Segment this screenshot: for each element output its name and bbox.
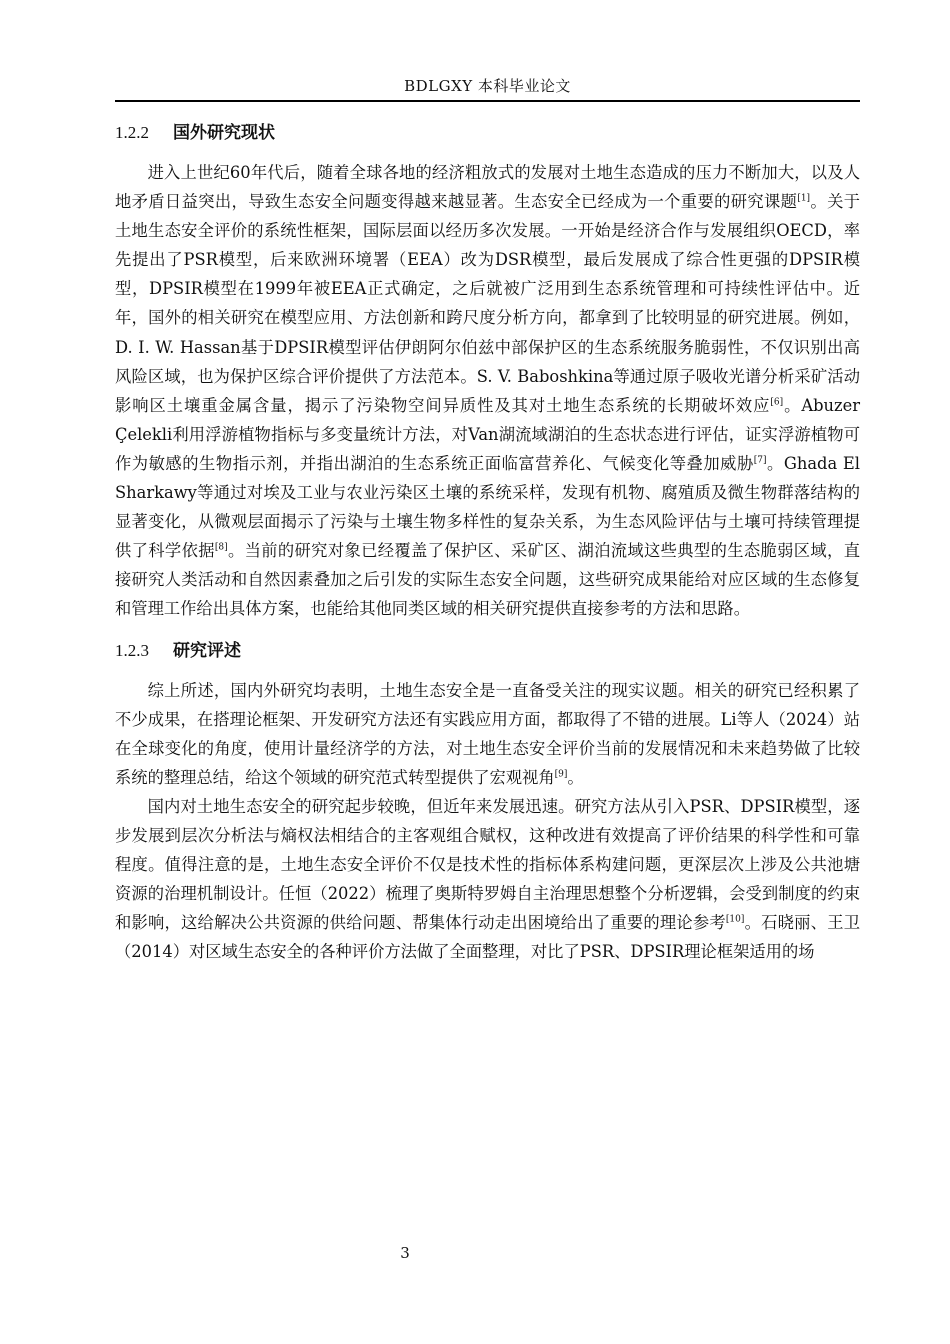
heading-spacer <box>115 148 860 158</box>
paragraph-text: 。当前的研究对象已经覆盖了保护区、采矿区、湖泊流域这些典型的生态脆弱区域，直接研究人类活动和自然因素叠加之后引发的实际生态安全问题，这些研究成果能给对应区域的生态修复和管理工作给出具体方案，也能给其他同类区域的相关研究提供直接参考的方法和思路。 <box>115 541 860 619</box>
page-number: 3 <box>400 1244 410 1262</box>
section-title: 国外研究现状 <box>173 123 275 143</box>
heading-spacer <box>115 666 860 676</box>
body-paragraph <box>115 158 860 624</box>
paragraph-text: 综上所述，国内外研究均表明，土地生态安全是一直备受关注的现实议题。相关的研究已经积累了不少成果，在搭理论框架、开发研究方法还有实践应用方面，都取得了不错的进展。Li等人（2024）站在全球变化的角度，使用计量经济学的方法，对土地生态安全评价当前的发展情况和未来趋势做了比较系统的整理总结，给这个领域的研究范式转型提供了宏观视角 <box>115 680 860 787</box>
section-spacer <box>115 624 860 636</box>
body-paragraph <box>115 676 860 792</box>
citation-ref: [7] <box>753 455 767 466</box>
paragraph-text: 进入上世纪60年代后，随着全球各地的经济粗放式的发展对土地生态造成的压力不断加大，以及人地矛盾日益突出，导致生态安全问题变得越来越显著。生态安全已经成为一个重要的研究课题 <box>115 163 860 212</box>
section-heading <box>115 636 860 666</box>
section-number: 1.2.3 <box>115 640 149 660</box>
citation-ref: [10] <box>725 914 745 925</box>
citation-ref: [1] <box>797 193 811 204</box>
page-body <box>115 118 860 966</box>
body-paragraph <box>115 792 860 967</box>
citation-ref: [8] <box>214 542 228 553</box>
paragraph-text: 。Ghada El Sharkawy等通过对埃及工业与农业污染区土壤的系统采样，发现有机物、腐殖质及微生物群落结构的显著变化，从微观层面揭示了污染与土壤生物多样性的复杂关系，为生态风险评估与土壤可持续管理提供了科学依据 <box>115 453 860 561</box>
section-number: 1.2.2 <box>115 123 149 142</box>
paragraph-text: 。石晓丽、王卫（2014）对区域生态安全的各种评价方法做了全面整理，对比了PSR、DPSIR理论框架适用的场 <box>115 913 860 962</box>
running-header: BDLGXY 本科毕业论文 <box>404 77 571 95</box>
paragraph-text: 。 <box>567 767 584 787</box>
paragraph-text: 。Abuzer Çelekli利用浮游植物指标与多变量统计方法，对Van湖流域湖泊的生态状态进行评估，证实浮游植物可作为敏感的生物指示剂，并指出湖泊的生态系统正面临富营养化、气候变化等叠加威胁 <box>115 395 860 473</box>
section-heading <box>115 118 860 148</box>
citation-ref: [6] <box>770 397 784 408</box>
citation-ref: [9] <box>554 769 568 780</box>
paragraph-text: 。关于土地生态安全评价的系统性框架，国际层面以经历多次发展。一开始是经济合作与发展组织OECD，率先提出了PSR模型，后来欧洲环境署（EEA）改为DSR模型，最后发展成了综合性更强的DPSIR模型，DPSIR模型在1999年被EEA正式确定，之后就被广泛用到生态系统管理和可持续性评估中。近年，国外的相关研究在模型应用、方法创新和跨尺度分析方向，都拿到了比较明显的研究进展。例如，D. I. W. Hassan基于DPSIR模型评估伊朗阿尔伯兹中部保护区的生态系统服务脆弱性，不仅识别出高风险区域，也为保护区综合评价提供了方法范本。S. V. Baboshkina等通过原子吸收光谱分析采矿活动影响区土壤重金属含量，揭示了污染物空间异质性及其对土地生态系统的长期破坏效应 <box>115 192 860 415</box>
header-rule <box>115 100 860 102</box>
paragraph-text: 国内对土地生态安全的研究起步较晚，但近年来发展迅速。研究方法从引入PSR、DPSIR模型，逐步发展到层次分析法与熵权法相结合的主客观组合赋权，这种改进有效提高了评价结果的科学性和可靠程度。值得注意的是，土地生态安全评价不仅是技术性的指标体系构建问题，更深层次上涉及公共池塘资源的治理机制设计。任恒（2022）梳理了奥斯特罗姆自主治理思想整个分析逻辑，会受到制度的约束和影响，这给解决公共资源的供给问题、帮集体行动走出困境给出了重要的理论参考 <box>115 796 860 933</box>
section-title: 研究评述 <box>173 640 241 661</box>
